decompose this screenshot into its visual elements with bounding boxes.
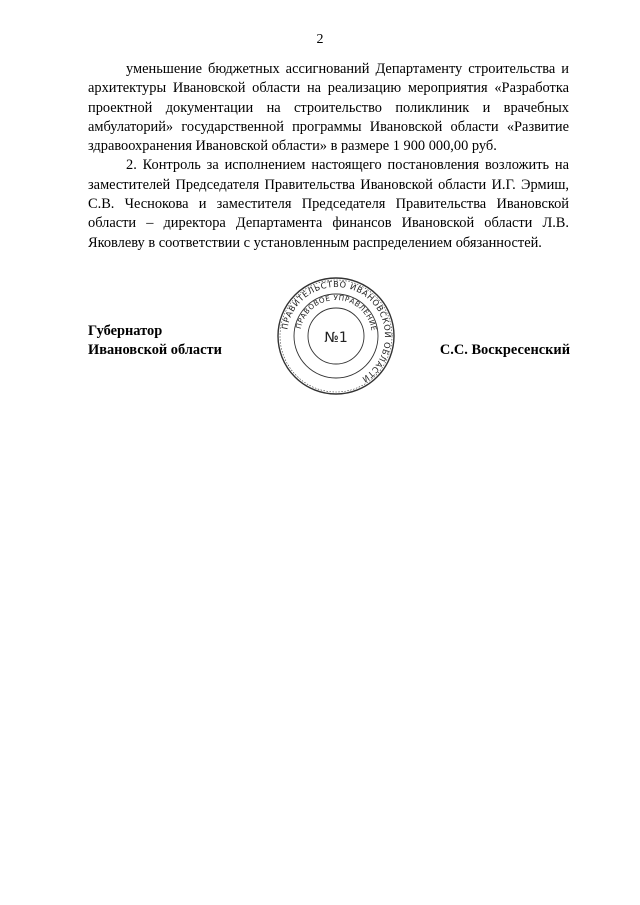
- signatory-name: С.С. Воскресенский: [439, 342, 570, 358]
- page-number: 2: [316, 32, 324, 47]
- signatory-region: Ивановской области: [88, 342, 222, 358]
- signatory-title: [88, 322, 222, 360]
- stamp-outer-text: ПРАВИТЕЛЬСТВО ИВАНОВСКОЙ ОБЛАСТИ: [279, 278, 394, 385]
- budget-amount: 1 900 000,00 руб.: [392, 138, 497, 155]
- stamp-number: №1: [324, 330, 348, 346]
- official-stamp: [276, 276, 396, 396]
- document-body: [88, 60, 569, 253]
- stamp-inner-text: ПРАВОВОЕ УПРАВЛЕНИЕ: [293, 292, 379, 332]
- paragraph-1-text: уменьшение бюджетных ассигнований Департаменту строительства и архитектуры Ивановской области на реализацию мероприятия «Разработка проектной документации на строительство поликлиник и врачебных амбулаторий» государственной программы Ивановской области «Развитие здравоохранения Ивановской области» в размере: [88, 61, 569, 155]
- paragraph-budget-reduction: [88, 60, 569, 156]
- paragraph-control: 2. Контроль за исполнением настоящего постановления возложить на заместителей Председателя Правительства Ивановской области И.Г. Эрмиш, С.В. Чеснокова и заместителя Председателя Правительства Ивановской области – директора Департамента финансов Ивановской области Л.В. Яковлеву в соответствии с установленным распределением обязанностей.: [88, 157, 569, 251]
- signatory-position: Губернатор: [88, 323, 163, 339]
